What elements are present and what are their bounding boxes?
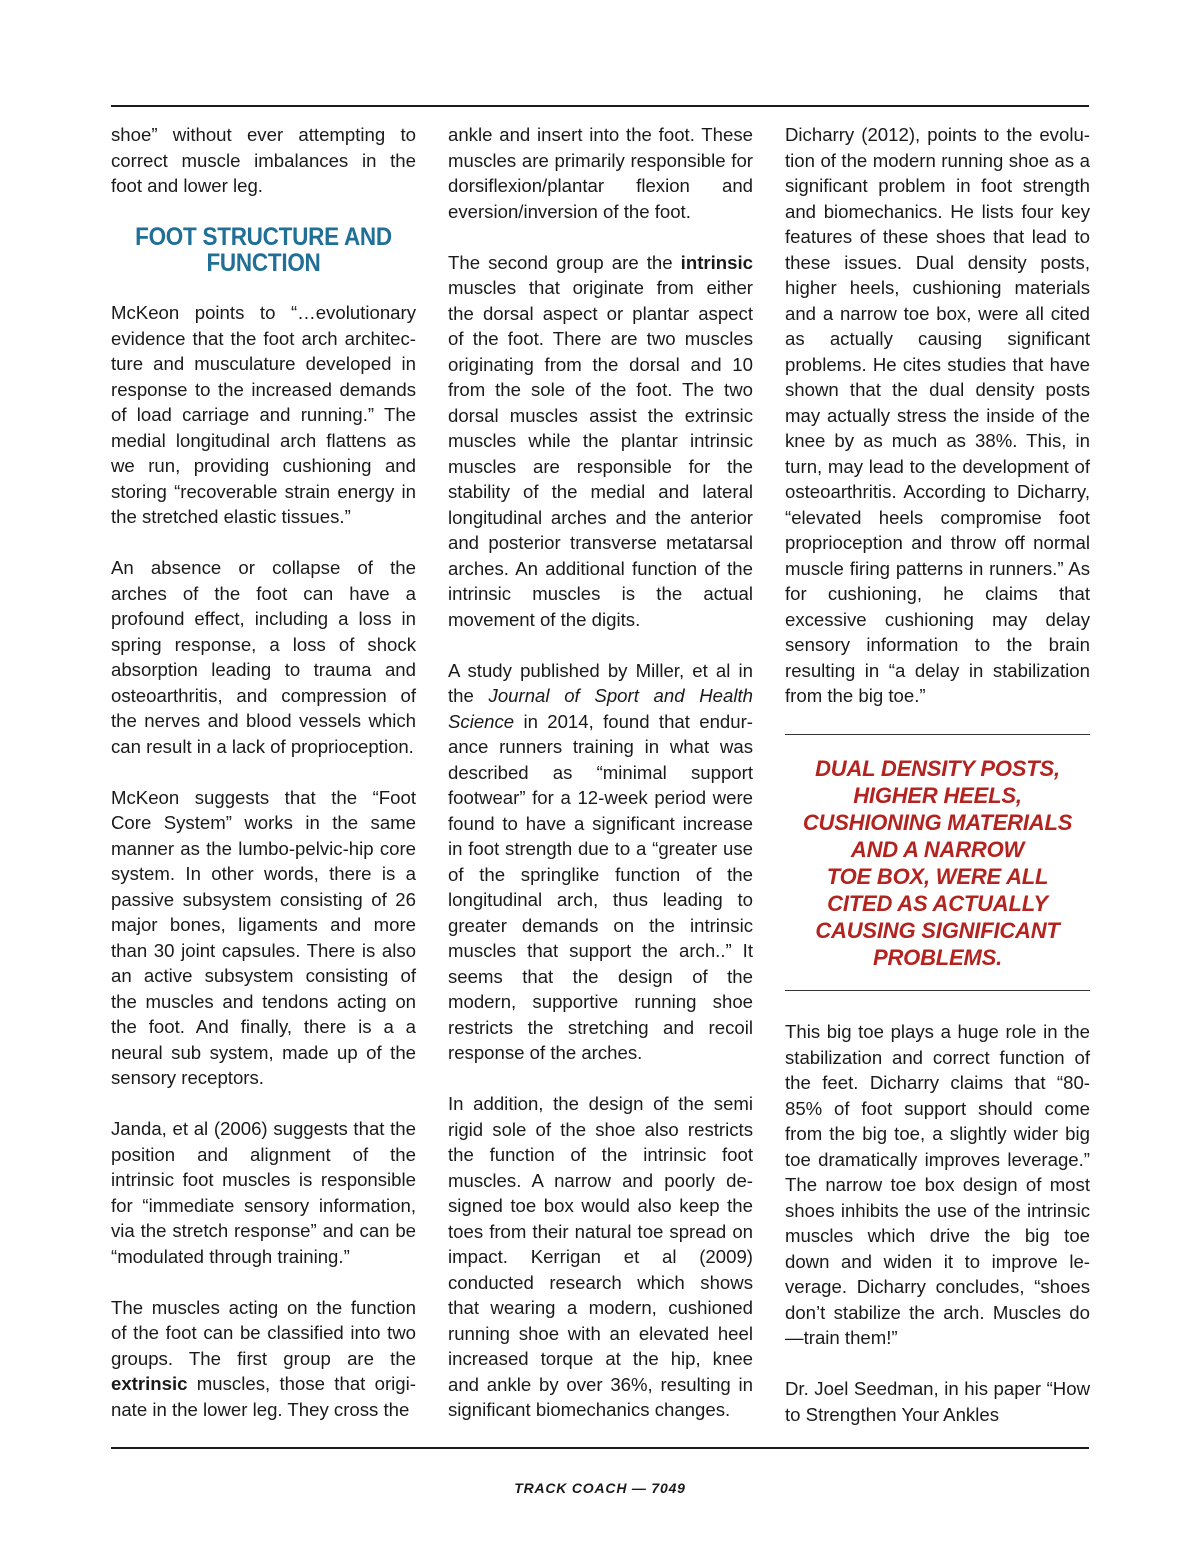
paragraph-text: muscles, those that originate in the lower leg. They cross the bbox=[111, 1373, 416, 1420]
journal-title: Journal of Sport and Health Science bbox=[448, 685, 754, 732]
heading-line: FOOT STRUCTURE AND bbox=[135, 223, 392, 251]
pull-quote-line: CAUSING SIGNIFICANT bbox=[815, 918, 1060, 943]
top-rule bbox=[111, 105, 1089, 107]
pull-quote-line: TOE BOX, WERE ALL bbox=[826, 864, 1049, 889]
page-footer: TRACK COACH — 7049 bbox=[514, 1480, 686, 1496]
pull-quote-line: PROBLEMS. bbox=[873, 945, 1002, 970]
paragraph: McKeon points to “…evolutionary evidence that the foot arch architecture and musculature developed in response to the increased demands of load carriage and running.” The medial longitudinal arch flattens as we run, providing cushioning and storing “recoverable strain energy in the stretched elastic tissues.” bbox=[111, 302, 416, 527]
paragraph: shoe” without ever attempting to correct muscle imbalances in the foot and lower leg. bbox=[111, 124, 416, 196]
paragraph: This big toe plays a huge role in the stabilization and correct function of the feet. Dicharry claims that “80-85% of foot support should come from the big toe, a slightly wider big toe dramatically improves leverage.” The narrow toe box design of most shoes inhibits the use of the intrinsic muscles which drive the big toe down and widen it to improve leverage. Dicharry concludes, “shoes don’t stabilize the arch. Muscles do —train them!” bbox=[785, 1021, 1090, 1348]
paragraph: In addition, the design of the semi rigid sole of the shoe also restricts the function of the intrinsic foot muscles. A narrow and poorly designed toe box would also keep the toes from their natural toe spread on impact. Kerrigan et al (2009) conducted research which shows that wearing a modern, cushioned running shoe with an elevated heel increased torque at the hip, knee and ankle by over 36%, resulting in significant biomechanics changes. bbox=[448, 1093, 753, 1420]
paragraph: ankle and insert into the foot. These muscles are primarily responsible for dorsiflexion/plantar flexion and eversion/inversion of the foot. bbox=[448, 124, 753, 222]
paragraph-text: A study published by Miller, et al in the bbox=[448, 659, 753, 706]
bold-term: extrinsic bbox=[111, 1373, 188, 1394]
paragraph bbox=[448, 658, 753, 1066]
section-heading bbox=[126, 224, 401, 276]
paragraph: An absence or collapse of the arches of the foot can have a profound effect, including a loss in spring response, a loss of shock absorption leading to trauma and osteoarthritis, and compression of the nerves and blood vessels which can result in a lack of proprioception. bbox=[111, 557, 416, 757]
paragraph bbox=[111, 1295, 416, 1423]
paragraph bbox=[448, 250, 753, 633]
pull-quote-line: HIGHER HEELS, bbox=[853, 783, 1022, 808]
paragraph: Dr. Joel Seedman, in his paper “How to Strengthen Your Ankles bbox=[785, 1378, 1090, 1425]
paragraph: Janda, et al (2006) suggests that the position and alignment of the intrinsic foot muscles is responsible for “immediate sensory information, via the stretch response” and can be “modulated through training.” bbox=[111, 1118, 416, 1267]
bottom-rule bbox=[111, 1447, 1089, 1449]
paragraph-text: muscles that originate from either the dorsal aspect or plantar aspect of the foot. There are two muscles originating from the dorsal and 10 from the sole of the foot. The two dorsal muscles assist the extrinsic muscles while the plantar intrinsic muscles are responsible for the stability of the medial and lateral longitudinal arches and the anterior and posterior transverse metatarsal arches. An additional function of the intrinsic muscles is the actual movement of the digits. bbox=[448, 277, 753, 630]
paragraph-text: The muscles acting on the function of the foot can be classified into two groups. The first group are the bbox=[111, 1296, 416, 1369]
pull-quote-line: AND A NARROW bbox=[850, 837, 1025, 862]
paragraph: McKeon suggests that the “Foot Core System” works in the same manner as the lumbo-pelvic-hip core system. In other words, there is a passive subsystem consisting of 26 major bones, ligaments and more than 30 joint capsules. There is also an active subsystem consisting of the muscles and tendons acting on the foot. And finally, there is a a neural sub system, made up of the sensory receptors. bbox=[111, 786, 416, 1088]
column-3 bbox=[785, 122, 1090, 1427]
column-2 bbox=[448, 122, 753, 1423]
bold-term: intrinsic bbox=[680, 251, 753, 273]
paragraph-text: The second group are the bbox=[448, 251, 681, 273]
column-1 bbox=[111, 122, 416, 1422]
paragraph: Dicharry (2012), points to the evolution of the modern running shoe as a significant problem in foot strength and biomechanics. He lists four key features of these shoes that lead to these issues. Dual density posts, higher heels, cushioning materials and a narrow toe box, were all cited as actually causing significant problems. He cites studies that have shown that the dual density posts may actually stress the inside of the knee by as much as 38%. This, in turn, may lead to the development of osteoarthritis. According to Dicharry, “elevated heels compromise foot proprioception and throw off normal muscle firing patterns in runners.” As for cushioning, he claims that excessive cushioning may delay sensory information to the brain resulting in “a delay in stabilization from the big toe.” bbox=[785, 124, 1090, 706]
pull-quote bbox=[785, 734, 1090, 991]
pull-quote-line: DUAL DENSITY POSTS, bbox=[815, 756, 1060, 781]
pull-quote-text bbox=[785, 755, 1090, 971]
pull-quote-line: CITED AS ACTUALLY bbox=[827, 891, 1048, 916]
paragraph-text: in 2014, found that endurance runners training in what was described as “minimal support footwear” for a 12-week period were found to have a significant increase in foot strength due to a “greater use of the springlike function of the longitudinal arch, thus leading to greater demands on the intrinsic muscles that support the arch..” It seems that the design of the modern, supportive running shoe restricts the stretching and recoil response of the arches. bbox=[448, 710, 753, 1063]
pull-quote-line: CUSHIONING MATERIALS bbox=[802, 810, 1073, 835]
heading-line: FUNCTION bbox=[206, 249, 321, 277]
